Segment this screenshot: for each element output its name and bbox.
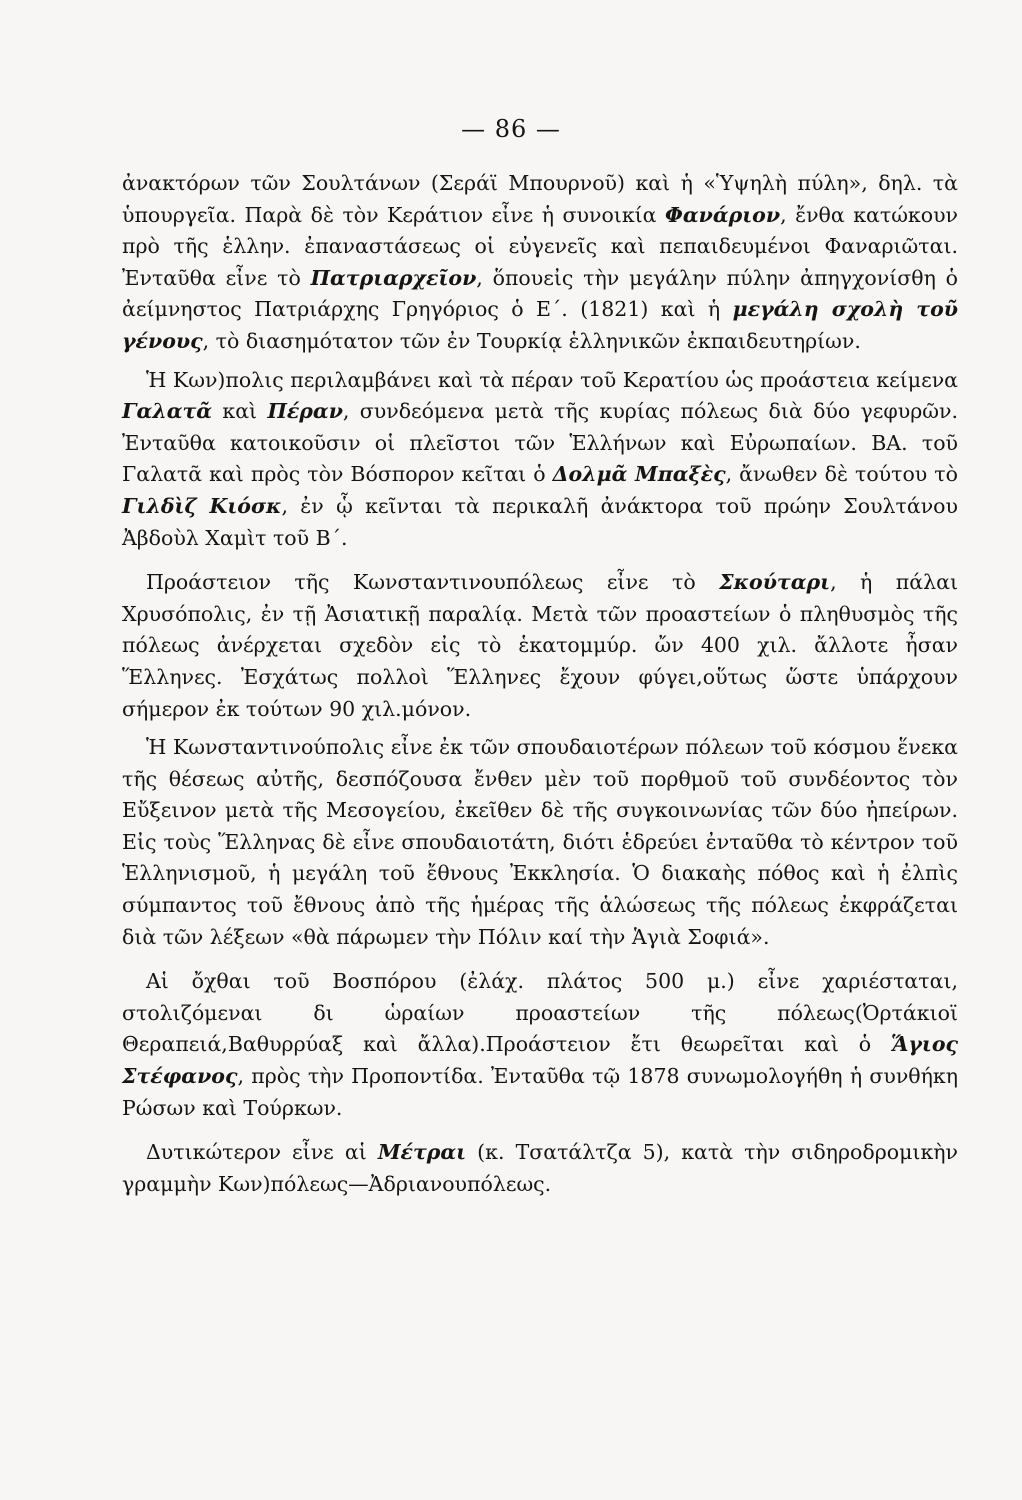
- emphasized-term: Σκούταρι: [719, 570, 831, 595]
- text-run: , ἄνωθεν δὲ τούτου τὸ: [725, 462, 958, 487]
- text-run: , ἔνθα κατώκουν πρὸ τῆς ἑλλην. ἐπαναστάσεως οἱ εὐγενεῖς καὶ πεπαιδευμένοι Φαναριῶται. Ἐνταῦθα εἶνε τὸ: [122, 202, 958, 290]
- text-run: καὶ: [212, 399, 268, 424]
- text-run: , συνδεόμενα μετὰ τῆς κυρίας πόλεως διὰ δύο γεφυρῶν. Ἐνταῦθα κατοικοῦσιν οἱ πλεῖστοι τῶν Ἑλλήνων καὶ Εὐρωπαίων. ΒΑ. τοῦ Γαλατᾶ καὶ πρὸς τὸν Βόσπορον κεῖται ὁ: [122, 399, 958, 487]
- text-run: Δυτικώτερον εἶνε αἱ: [146, 1140, 378, 1165]
- text-run: , ἡ πάλαι Χρυσόπολις, ἐν τῇ Ἀσιατικῇ παραλίᾳ. Μετὰ τῶν προαστείων ὁ πληθυσμὸς τῆς πόλεως ἀνέρχεται σχεδὸν εἰς τὸ ἑκατομμύρ. ὤν 400 χιλ. ἄλλοτε ἦσαν Ἕλληνες. Ἐσχάτως πολλοὶ Ἕλληνες ἔχουν φύγει,οὕτως ὥστε ὑπάρχουν σήμερον ἐκ τούτων 90 χιλ.μόνον.: [122, 570, 958, 721]
- text-run: ἀνακτόρων τῶν Σουλτάνων (Σεράϊ Μπουρνοῦ) καὶ ἡ «Ὑψηλὴ πύλη», δηλ. τὰ ὑπουργεῖα. Παρὰ δὲ τὸν Κεράτιον εἶνε ἡ συνοικία: [122, 171, 958, 227]
- paragraph-2: [122, 365, 958, 555]
- emphasized-term: Πατριαρχεῖον: [310, 265, 477, 290]
- text-run: Ἡ Κωνσταντινούπολις εἶνε ἐκ τῶν σπουδαιοτέρων πόλεων τοῦ κόσμου ἕνεκα τῆς θέσεως αὐτῆς, δεσπόζουσα ἔνθεν μὲν τοῦ πορθμοῦ τοῦ συνδέοντος τὸν Εὔξεινον μετὰ τῆς Μεσογείου, ἐκεῖθεν δὲ τῆς συγκοινωνίας τῶν δύο ἠπείρων. Εἰς τοὺς Ἕλληνας δὲ εἶνε σπουδαιοτάτη, διότι ἑδρεύει ἐνταῦθα τὸ κέντρον τοῦ Ἑλληνισμοῦ, ἡ μεγάλη τοῦ ἔθνους Ἐκκλησία. Ὁ διακαὴς πόθος καὶ ἡ ἐλπὶς σύμπαντος τοῦ ἔθνους ἀπὸ τῆς ἡμέρας τῆς ἁλώσεως τῆς πόλεως ἐκφράζεται διὰ τῶν λέξεων «θὰ πάρωμεν τὴν Πόλιν καί τὴν Ἁγιὰ Σοφιά».: [122, 735, 958, 949]
- emphasized-term: Ἅγιος Στέφανος: [122, 1032, 958, 1089]
- text-run: Ἡ Κων)πολις περιλαμβάνει καὶ τὰ πέραν τοῦ Κερατίου ὡς προάστεια κείμενα: [146, 367, 958, 392]
- emphasized-term: Μέτραι: [377, 1140, 467, 1165]
- paragraph-6: [122, 1137, 958, 1200]
- paragraph-3: [122, 567, 958, 725]
- text-run: , πρὸς τὴν Προποντίδα. Ἐνταῦθα τῷ 1878 συνωμολογήθη ἡ συνθήκη Ρώσων καὶ Τούρκων.: [122, 1064, 958, 1120]
- emphasized-term: Γιλδὶζ Κιόσκ: [122, 493, 282, 518]
- paragraph-1: [122, 168, 958, 358]
- emphasized-term: Πέραν: [267, 399, 343, 424]
- paragraph-5: [122, 966, 958, 1124]
- emphasized-term: μεγάλη σχολὴ τοῦ γένους: [122, 297, 958, 353]
- text-run: , ὅπουεἰς τὴν μεγάλην πύλην ἀπηγχονίσθη ὁ ἀείμνηστος Πατριάρχης Γρηγόριος ὁ Ε΄. (1821) καὶ ἡ: [122, 265, 958, 322]
- paragraph-4: [122, 732, 958, 953]
- text-run: Αἱ ὄχθαι τοῦ Βοσπόρου (ἐλάχ. πλάτος 500 μ.) εἶνε χαριέσταται, στολιζόμεναι δι ὡραίων προαστείων τῆς πόλεως(Ὀρτάκιοϊ Θεραπειά,Βαθυρρύαξ καὶ ἄλλα).Προάστειον ἔτι θεωρεῖται καὶ ὁ: [122, 969, 958, 1057]
- text-run: (κ. Τσατάλτζα 5), κατὰ τὴν σιδηροδρομικὴν γραμμὴν Κων)πόλεως—Ἀδριανουπόλεως.: [122, 1140, 959, 1196]
- body-text: [122, 168, 958, 1207]
- emphasized-term: Φανάριον: [665, 202, 781, 227]
- text-run: Προάστειον τῆς Κωνσταντινουπόλεως εἶνε τὸ: [146, 570, 720, 595]
- emphasized-term: Δολμᾶ Μπαξὲς: [552, 462, 726, 487]
- page-number: — 86 —: [461, 115, 561, 143]
- emphasized-term: Γαλατᾶ: [122, 399, 213, 424]
- text-run: , τὸ διασημότατον τῶν ἐν Τουρκίᾳ ἑλληνικῶν ἐκπαιδευτηρίων.: [202, 328, 861, 353]
- text-run: , ἐν ᾧ κεῖνται τὰ περικαλῆ ἀνάκτορα τοῦ πρώην Σουλτάνου Ἀβδοὺλ Χαμὶτ τοῦ Β΄.: [122, 493, 958, 550]
